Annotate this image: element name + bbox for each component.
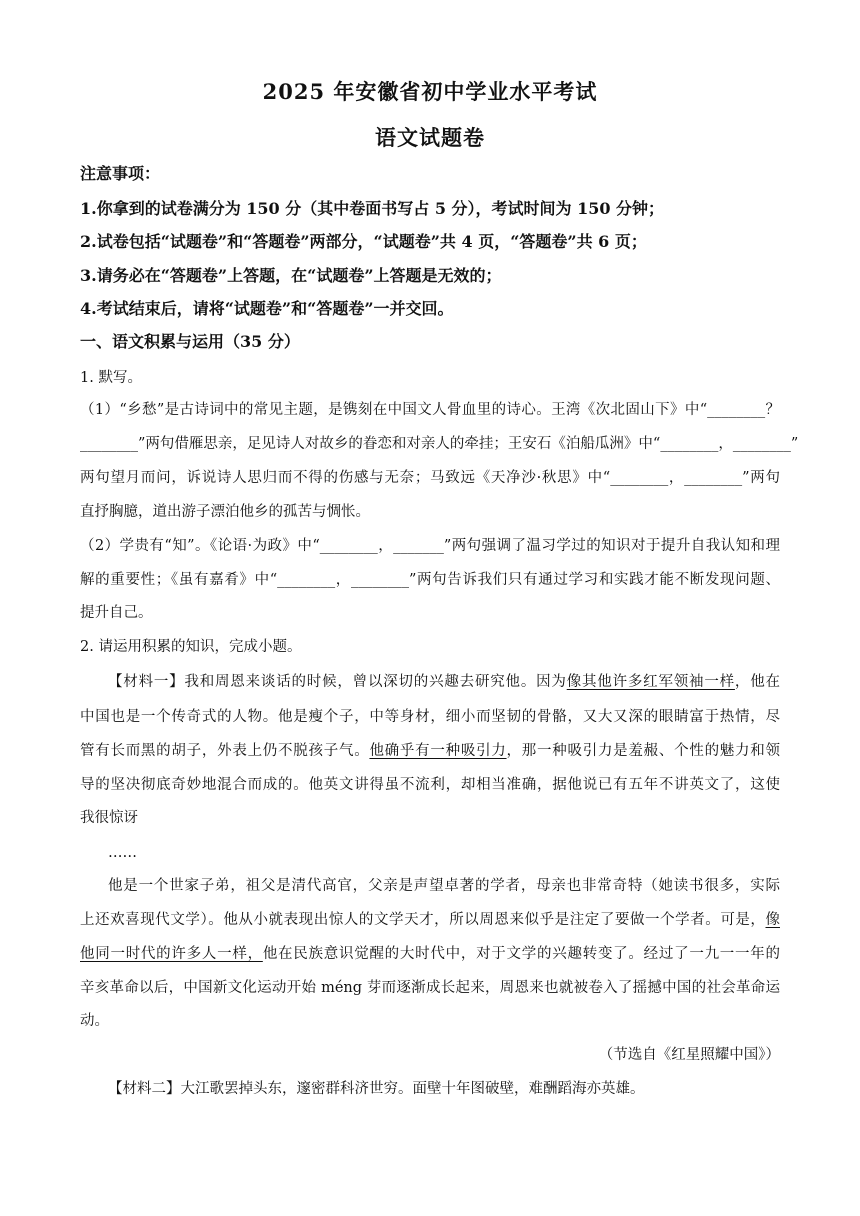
notes-heading: 注意事项： <box>80 164 161 183</box>
material-1-line: 他同一时代的许多人一样，他在民族意识觉醒的大时代中，对于文学的兴趣转变了。经过了一九一一年的 <box>80 946 781 962</box>
underlined-phrase: 像其他许多红军领袖一样 <box>566 674 735 690</box>
note-item: 1.你拿到的试卷满分为 150 分（其中卷面书写占 5 分），考试时间为 150 分钟； <box>80 199 665 218</box>
material-1-line: 动。 <box>80 1013 109 1029</box>
question-1-text-line: 两句望月而问，诉说诗人思归而不得的伤感与无奈；马致远《天净沙·秋思》中“________，________”两句 <box>80 470 780 486</box>
material-1-line: 中国也是一个传奇式的人物。他是瘦个子，中等身材，细小而坚韧的骨骼，又大又深的眼睛富于热情，尽 <box>80 709 780 725</box>
material-1-line: 他是一个世家子弟，祖父是清代高官，父亲是声望卓著的学者，母亲也非常奇特（她读书很多，实际 <box>108 878 780 894</box>
note-item: 4.考试结束后，请将“试题卷”和“答题卷”一并交回。 <box>80 299 454 318</box>
question-2-stem: 2. 请运用积累的知识，完成小题。 <box>80 639 302 655</box>
question-1-text-line: （2）学贵有“知”。《论语·为政》中“________，_______”两句强调了温习学过的知识对于提升自我认知和理 <box>80 538 780 554</box>
material-1-line: 辛亥革命以后，中国新文化运动开始 méng 芽而逐渐成长起来，周恩来也就被卷入了摇撼中国的社会革命运 <box>80 980 780 996</box>
question-1-text-line: 提升自己。 <box>80 605 153 621</box>
material-1-line: 上还欢喜现代文学）。他从小就表现出惊人的文学天才，所以周恩来似乎是注定了要做一个学者。可是，像 <box>80 912 780 928</box>
question-1-text-line: 解的重要性；《虽有嘉肴》中“________，________”两句告诉我们只有通过学习和实践才能不断发现问题、 <box>80 572 780 588</box>
material-2-line: 【材料二】大江歌罢掉头东，邃密群科济世穷。面壁十年图破壁，难酬蹈海亦英雄。 <box>108 1081 645 1097</box>
underlined-phrase: 他同一时代的许多人一样， <box>80 946 263 962</box>
material-2-tag: 【材料二】 <box>108 1081 181 1097</box>
underlined-phrase: 他确乎有一种吸引力 <box>369 743 507 759</box>
exam-subtitle: 语文试题卷 <box>375 125 485 150</box>
question-1-text-line: 直抒胸臆，道出游子漂泊他乡的孤苦与惆怅。 <box>80 504 370 520</box>
material-1-tag: 【材料一】 <box>108 674 185 690</box>
ellipsis: …… <box>108 845 137 861</box>
source-citation: （节选自《红星照耀中国》） <box>598 1047 780 1063</box>
question-1-text-line: （1）“乡愁”是古诗词中的常见主题，是镌刻在中国文人骨血里的诗心。王湾《次北固山下》中“________？ <box>80 402 780 418</box>
section-heading: 一、语文积累与运用（35 分） <box>80 332 300 351</box>
material-1-line: 我很惊讶 <box>80 810 138 826</box>
question-1-text-line: ________”两句借雁思亲，足见诗人对故乡的眷恋和对亲人的牵挂；王安石《泊船瓜洲》中“________，________” <box>80 436 799 452</box>
note-item: 3.请务必在“答题卷”上答题，在“试题卷”上答题是无效的； <box>80 266 502 285</box>
exam-title: 2025 年安徽省初中学业水平考试 <box>262 79 598 104</box>
material-1-line: 【材料一】我和周恩来谈话的时候，曾以深切的兴趣去研究他。因为像其他许多红军领袖一样，他在 <box>108 674 781 690</box>
underlined-phrase: 像 <box>765 912 780 928</box>
note-item: 2.试卷包括“试题卷”和“答题卷”两部分，“试题卷”共 4 页，“答题卷”共 6 页； <box>80 232 647 251</box>
question-1-stem: 1. 默写。 <box>80 370 142 386</box>
material-1-line: 导的坚决彻底奇妙地混合而成的。他英文讲得虽不流利，却相当准确，据他说已有五年不讲英文了，这使 <box>80 777 780 793</box>
material-1-line: 管有长而黑的胡子，外表上仍不脱孩子气。他确乎有一种吸引力，那一种吸引力是羞赧、个性的魅力和领 <box>80 743 781 759</box>
